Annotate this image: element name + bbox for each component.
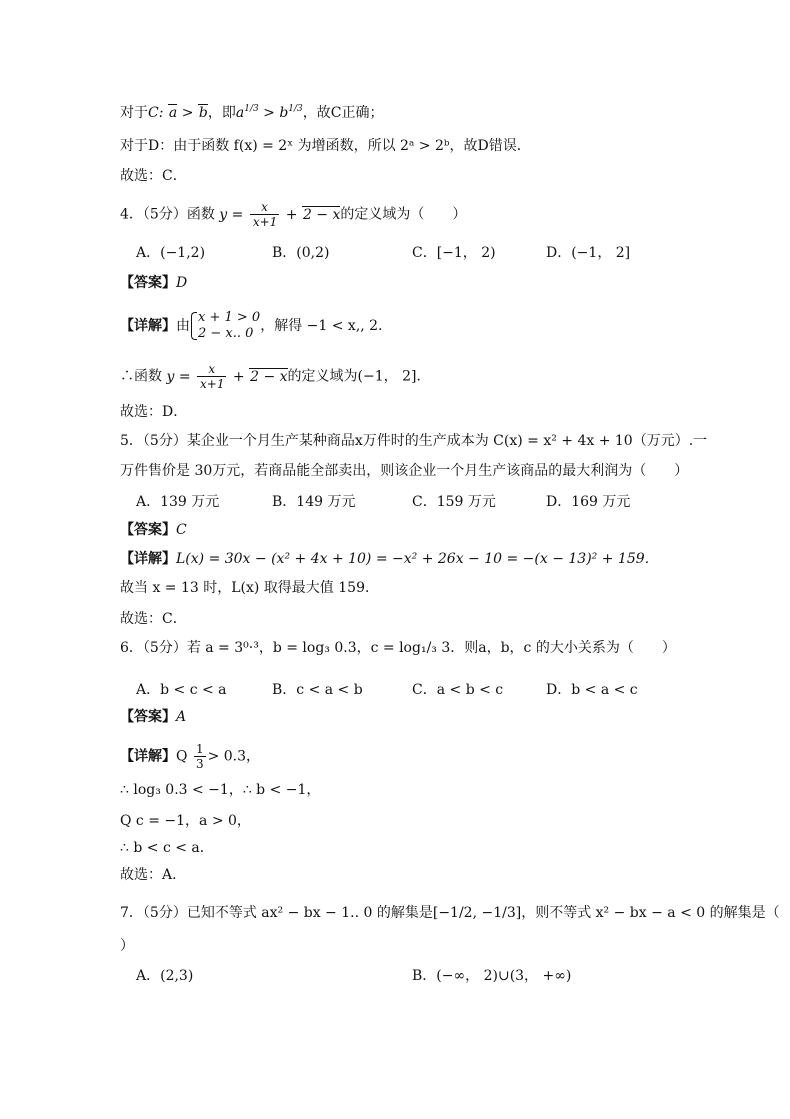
math-expression: L(x) = 30x − (x² + 4x + 10) = −x² + 26x − 10 = −(x − 13)² + 159．: [176, 551, 659, 567]
equation-row: x + 1 > 0: [198, 310, 261, 325]
q6-answer: [120, 707, 186, 727]
q7-option-b: B．(−∞， 2)∪(3， +∞): [412, 968, 572, 984]
detail-label: 【详解】: [120, 748, 176, 765]
q6-detail-line3: Q c = −1，a > 0，: [120, 813, 251, 829]
because-symbol: Q: [176, 748, 188, 765]
text: 的定义域为(−1， 2]．: [287, 368, 431, 385]
fraction: [194, 742, 206, 771]
stem-text: 的定义域为（ ）: [340, 206, 467, 223]
q6-stem: 6．（5分）若 a = 3⁰·³，b = log₃ 0.3，c = log₁/₃ 3．则a，b，c 的大小关系为（ ）: [120, 640, 676, 656]
answer-label: 【答案】: [120, 275, 176, 291]
math-function: y = $\frac{x}{x+1}$ + 2 − x: [219, 200, 341, 229]
q3-option-c-line: [120, 103, 384, 123]
q4-option-a: A．(−1,2): [136, 245, 206, 261]
q4-select: 故选：D．: [120, 404, 188, 420]
q3-option-d-line: 对于D：由于函数 f(x) = 2ˣ 为增函数，所以 2ᵃ > 2ᵇ，故D错误．: [120, 138, 531, 154]
q6-detail-line4: ∴ b < c < a．: [120, 840, 214, 856]
q4-answer: [120, 273, 187, 293]
q3-select-line: 故选：C．: [120, 168, 187, 184]
answer-value: C: [176, 522, 187, 538]
q5-stem-line2: 万件售价是 30万元，若商品能全部卖出，则该企业一个月生产该商品的最大利润为（ ）: [120, 463, 689, 479]
answer-value: A: [176, 709, 187, 725]
q6-detail: [120, 742, 260, 771]
q6-option-c: C．a < b < c: [412, 682, 504, 698]
math-expression: C: a > b: [148, 105, 208, 121]
math-function: y = $\frac{x}{x+1}$ + 2 − x: [166, 362, 288, 391]
equation-row: 2 − x.. 0: [198, 326, 254, 341]
q5-answer: [120, 520, 187, 540]
text: ，故C正确；: [302, 105, 384, 121]
text: ，即: [207, 105, 236, 121]
text: > 0.3，: [207, 748, 261, 765]
q5-select: 故选：C．: [120, 611, 187, 627]
q4-therefore: [120, 362, 430, 391]
q5-option-d: D．169 万元: [546, 494, 631, 510]
detail-label: 【详解】: [120, 318, 176, 334]
text: ，解得 −1 < x,, 2．: [260, 318, 393, 334]
q4-option-c: C．[−1， 2): [412, 245, 496, 261]
text: 由: [176, 318, 190, 334]
answer-value: D: [176, 275, 188, 291]
q5-option-a: A．139 万元: [136, 494, 220, 510]
text: 对于: [120, 105, 148, 121]
q4-detail: [120, 310, 392, 342]
q5-conclusion: 故当 x = 13 时，L(x) 取得最大值 159．: [120, 580, 379, 596]
q6-select: 故选：A．: [120, 867, 187, 883]
q4-option-d: D．(−1， 2]: [546, 245, 631, 261]
q5-stem-line1: 5．（5分）某企业一个月生产某种商品x万件时的生产成本为 C(x) = x² + 4x + 10（万元）.一: [120, 433, 708, 449]
equation-system: [190, 310, 260, 342]
q5-option-b: B．149 万元: [272, 494, 356, 510]
q7-option-a: A．(2,3): [136, 968, 194, 984]
denominator: 3: [195, 757, 204, 771]
q6-option-b: B．c < a < b: [272, 682, 363, 698]
answer-label: 【答案】: [120, 709, 176, 725]
detail-label: 【详解】: [120, 551, 176, 567]
answer-label: 【答案】: [120, 522, 176, 538]
q6-option-a: A．b < c < a: [136, 682, 227, 698]
q5-option-c: C．159 万元: [412, 494, 496, 510]
q7-stem-line2: ）: [120, 938, 134, 954]
q6-detail-line2: ∴ log₃ 0.3 < −1，∴ b < −1，: [120, 782, 321, 798]
question-number: 4．（5分）函数: [120, 206, 215, 223]
q4-option-b: B．(0,2): [272, 245, 330, 261]
q7-stem-line1: 7．（5分）已知不等式 ax² − bx − 1.. 0 的解集是[−1/2, −1/3]，则不等式 x² − bx − a < 0 的解集是（: [120, 905, 780, 921]
text: ∴函数: [120, 368, 162, 385]
q6-option-d: D．b < a < c: [546, 682, 638, 698]
q4-stem: [120, 200, 466, 229]
math-expression: $a^{1/3} > b^{1/3}$: [235, 104, 303, 121]
numerator: 1: [195, 742, 204, 756]
q5-detail: [120, 549, 659, 569]
